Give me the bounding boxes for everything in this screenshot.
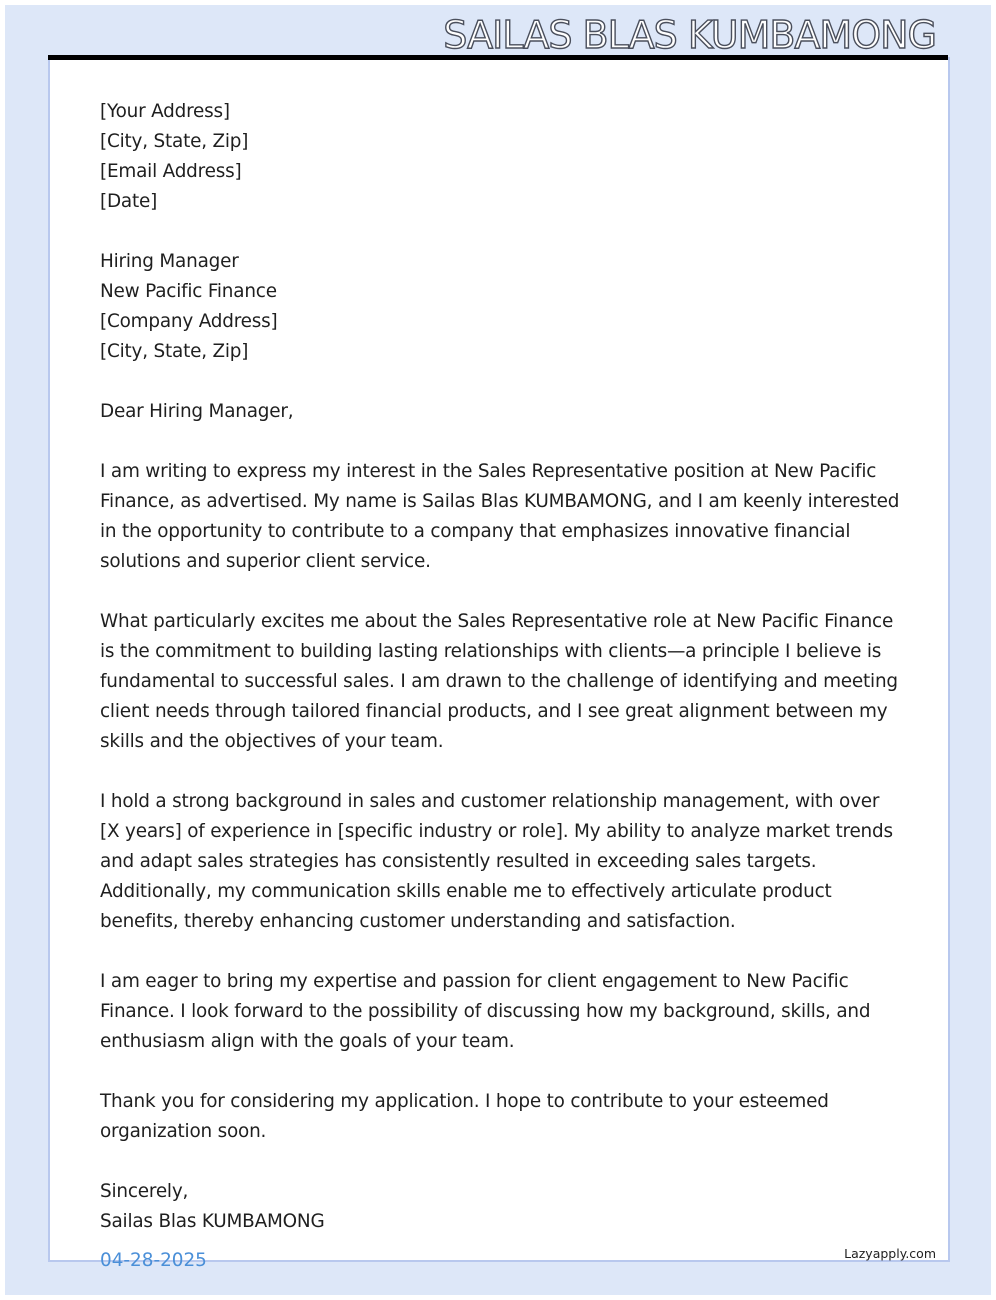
signature-name: Sailas Blas KUMBAMONG: [100, 1211, 325, 1232]
recipient-block: [100, 247, 900, 367]
applicant-name-header: SAILAS BLAS KUMBAMONG: [443, 13, 936, 57]
sender-date: [Date]: [100, 191, 158, 212]
sender-email: [Email Address]: [100, 161, 242, 182]
body-paragraph-2: What particularly excites me about the Sales Representative role at New Pacific Finance is the commitment to building lasting relationships with clients—a principle I believe is fundamental to successful sales. I am drawn to the challenge of identifying and meeting client needs through tailored financial products, and I see great alignment between my skills and the objectives of your team.: [100, 611, 898, 752]
recipient-title: Hiring Manager: [100, 251, 239, 272]
closing-block: [100, 1177, 900, 1237]
spacer: [100, 1147, 900, 1177]
lazyapply-watermark[interactable]: Lazyapply.com: [844, 1246, 936, 1261]
spacer: [100, 427, 900, 457]
sender-city-state-zip: [City, State, Zip]: [100, 131, 249, 152]
spacer: [100, 757, 900, 787]
valediction: Sincerely,: [100, 1181, 189, 1202]
cover-letter-body: [100, 97, 900, 1237]
body-paragraph-3: I hold a strong background in sales and customer relationship management, with over [X years] of experience in [specific industry or role]. My ability to analyze market trends and adapt sales strategies has consistently resulted in exceeding sales targets. Additionally, my communication skills enable me to effectively articulate product benefits, thereby enhancing customer understanding and satisfaction.: [100, 791, 893, 932]
spacer: [100, 1057, 900, 1087]
spacer: [100, 217, 900, 247]
sender-block: [100, 97, 900, 217]
salutation: Dear Hiring Manager,: [100, 401, 294, 422]
recipient-address: [Company Address]: [100, 311, 278, 332]
spacer: [100, 577, 900, 607]
sender-address: [Your Address]: [100, 101, 230, 122]
footer-date: 04-28-2025: [100, 1250, 207, 1271]
body-paragraph-1: I am writing to express my interest in the Sales Representative position at New Pacific Finance, as advertised. My name is Sailas Blas KUMBAMONG, and I am keenly interested in the opportunity to contribute to a company that emphasizes innovative financial solutions and superior client service.: [100, 461, 900, 572]
body-paragraph-4: I am eager to bring my expertise and passion for client engagement to New Pacific Finance. I look forward to the possibility of discussing how my background, skills, and enthusiasm align with the goals of your team.: [100, 971, 871, 1052]
recipient-company: New Pacific Finance: [100, 281, 277, 302]
recipient-city-state-zip: [City, State, Zip]: [100, 341, 249, 362]
spacer: [100, 367, 900, 397]
spacer: [100, 937, 900, 967]
body-paragraph-5: Thank you for considering my application. I hope to contribute to your esteemed organization soon.: [100, 1091, 829, 1142]
